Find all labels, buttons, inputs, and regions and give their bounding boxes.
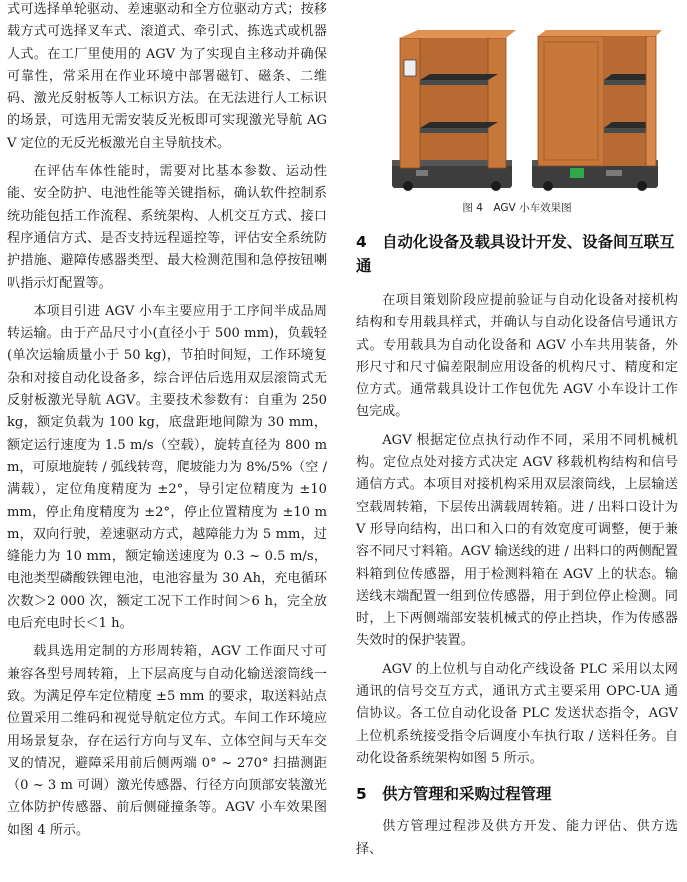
section-4-heading: 4 自动化设备及载具设计开发、设备间互联互通 [356, 233, 675, 275]
agv-cart-open-illustration [392, 30, 516, 191]
section-5-heading: 5 供方管理和采购过程管理 [356, 785, 552, 804]
paragraph-docking-mechanism: AGV 根据定位点执行动作不同，采用不同机械机构。定位点处对接方式决定 AGV 移载机构结构和信号通信方式。本项目对接机构采用双层滚筒线，上层输送空载周转箱，下层传出满载周转箱。进 / 出料口设计为 V 形导向结构，出口和入口的有效宽度可调整，便于兼容不同尺寸料箱。AGV 输送线的进 / 出料口的两侧配置料箱到位传感器，用于检测料箱在 AGV 上的状态。输送线末端配置一组到位传感器，用于到位停止检测。同时，上下两侧端部安装机械式的停止挡块，作为传感器失效时的保护装置。 [356, 432, 678, 649]
paragraph-navigation-methods: 式可选择单轮驱动、差速驱动和全方位驱动方式；按移载方式可选择叉车式、滚道式、牵引式、拣选式或机器人式。在工厂里使用的 AGV 为了实现自主移动并确保可靠性，常采用在作业环境中部署磁钉、磁条、二维码、激光反射板等人工标识方法。在无法进行人工标识的场景，可选用无需安装反光板即可实现激光导航 AGV 定位的无反光板激光自主导航技术。 [7, 2, 327, 151]
paragraph-supplier-management: 供方管理过程涉及供方开发、能力评估、供方选择、 [356, 819, 678, 857]
paragraph-plc-communication: AGV 的上位机与自动化产线设备 PLC 采用以太网通讯的信号交互方式，通讯方式主要采用 OPC-UA 通信协议。各工位自动化设备 PLC 发送状态指令，AGV 上位机系统接受指令后调度小车执行取 / 送料任务。自动化设备系统架构如图 5 所示。 [356, 661, 678, 766]
agv-illustration [356, 0, 678, 200]
right-text-column [356, 0, 678, 861]
paragraph-carrier-and-safety: 载具选用定制的方形周转箱，AGV 工作面尺寸可兼容各型号周转箱，上下层高度与自动化输送滚筒线一致。为满足停车定位精度 ±5 mm 的要求，取送料站点位置采用二维码和视觉导航定位方式。车间工作环境应用场景复杂，存在运行方向与叉车、立体空间与天车交叉的情况，避障采用前后侧两端 0° ~ 270° 扫描测距（0 ~ 3 m 可调）激光传感器、行径方向顶部安装激光立体防护传感器、前后侧碰撞条等。AGV 小车效果图如图 4 所示。 [7, 644, 327, 838]
figure-caption: 图 4 AGV 小车效果图 [462, 202, 572, 214]
left-text-column [7, 0, 327, 842]
agv-cart-closed-illustration [532, 30, 662, 191]
paragraph-carrier-design: 在项目策划阶段应提前验证与自动化设备对接机构结构和专用载具样式，并确认与自动化设备信号通讯方式。专用载具为自动化设备和 AGV 小车共用装备，外形尺寸和尺寸偏差限制应用设备的机构尺寸、精度和定位方式。通常载具设计工作包优先 AGV 小车设计工作包完成。 [356, 293, 678, 420]
paragraph-performance-evaluation: 在评估车体性能时，需要对比基本参数、运动性能、安全防护、电池性能等关键指标，确认软件控制系统功能包括工作流程、系统架构、人机交互方式、接口程序通信方式、是否支持远程遥控等，评估安全系统防护措施、避障传感器类型、最大检测范围和急停按钮喇叭指示灯配置等。 [7, 164, 327, 291]
figure-4 [356, 0, 678, 230]
paragraph-technical-parameters: 本项目引进 AGV 小车主要应用于工序间半成品周转运输。由于产品尺寸小(直径小于 500 mm)，负载轻(单次运输质量小于 50 kg)，节拍时间短，工作环境复杂和对接自动化设备多，综合评估后选用双层滚筒式无反射板激光导航 AGV。主要技术参数有：自重为 250 kg，额定负载为 100 kg，底盘距地间隙为 30 mm，额定运行速度为 1.5 m/s（空载），旋转直径为 800 mm，可原地旋转 / 弧线转弯，爬坡能力为 8%/5%（空 / 满载），定位角度精度为 ±2°，导引定位精度为 ±10 mm，停止角度精度为 ±2°，停止位置精度为 ±10 mm，双向行驶，差速驱动方式，越障能力为 5 mm，过缝能力为 10 mm，额定输送速度为 0.3 ~ 0.5 m/s，电池类型磷酸铁锂电池，电池容量为 30 Ah，充电循环次数＞2 000 次，额定工况下工作时间＞6 h，完全放电后充电时长＜1 h。 [7, 303, 327, 632]
